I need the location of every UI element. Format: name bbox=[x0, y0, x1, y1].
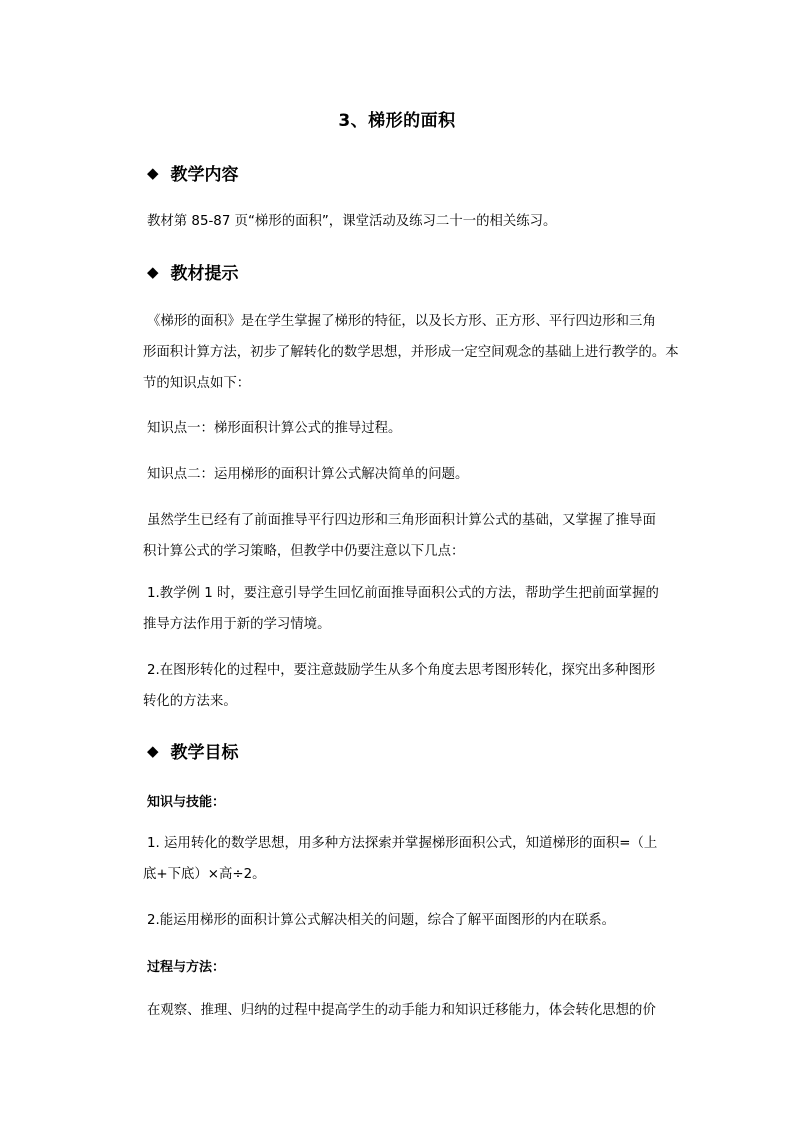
paragraph-line: 底+下底）×高÷2。 bbox=[143, 867, 266, 882]
paragraph-line: 形面积计算方法，初步了解转化的数学思想，并形成一定空间观念的基础上进行教学的。本 bbox=[143, 345, 679, 360]
paragraph-line: 1.教学例 1 时，要注意引导学生回忆前面推导面积公式的方法，帮助学生把前面掌握的 bbox=[147, 586, 659, 601]
section-heading-hints bbox=[147, 259, 239, 284]
teaching-note-2 bbox=[143, 655, 675, 717]
knowledge-point-1 bbox=[147, 413, 675, 444]
paragraph-line: 虽然学生已经有了前面推导平行四边形和三角形面积计算公式的基础，又掌握了推导面 bbox=[147, 513, 656, 528]
paragraph-line: 1. 运用转化的数学思想，用多种方法探索并掌握梯形面积公式，知道梯形的面积=（上 bbox=[147, 836, 658, 851]
section-heading-goals bbox=[147, 738, 239, 763]
section-heading-label: 教材提示 bbox=[170, 264, 239, 284]
section-heading-label: 教学内容 bbox=[170, 165, 239, 185]
paragraph-line: 《梯形的面积》是在学生掌握了梯形的特征，以及长方形、正方形、平行四边形和三角 bbox=[147, 314, 656, 329]
hints-paragraph-1 bbox=[143, 306, 679, 399]
goal-3 bbox=[147, 995, 675, 1026]
goal-1 bbox=[143, 828, 675, 890]
content-paragraph bbox=[147, 206, 675, 237]
paragraph-line: 推导方法作用于新的学习情境。 bbox=[143, 617, 331, 632]
paragraph-line: 节的知识点如下： bbox=[143, 376, 251, 391]
knowledge-point-2 bbox=[147, 459, 675, 490]
paragraph-line: 知识点二：运用梯形的面积计算公式解决简单的问题。 bbox=[147, 467, 469, 482]
goal-2 bbox=[147, 905, 675, 936]
paragraph-line: 知识点一：梯形面积计算公式的推导过程。 bbox=[147, 421, 402, 436]
paragraph-line: 2.能运用梯形的面积计算公式解决相关的问题，综合了解平面图形的内在联系。 bbox=[147, 913, 616, 928]
diamond-bullet-icon: ◆ bbox=[147, 741, 159, 760]
section-heading-content bbox=[147, 160, 239, 185]
paragraph-line: 教材第 85-87 页“梯形的面积”，课堂活动及练习二十一的相关练习。 bbox=[147, 214, 557, 229]
hints-paragraph-2 bbox=[143, 505, 675, 567]
subheading-process-method: 过程与方法： bbox=[147, 960, 226, 975]
paragraph-line: 2.在图形转化的过程中，要注意鼓励学生从多个角度去思考图形转化，探究出多种图形 bbox=[147, 663, 656, 678]
paragraph-line: 积计算公式的学习策略，但教学中仍要注意以下几点： bbox=[143, 544, 465, 559]
document-title: 3、梯形的面积 bbox=[338, 111, 456, 131]
diamond-bullet-icon: ◆ bbox=[147, 262, 159, 281]
subheading-knowledge-skills: 知识与技能： bbox=[147, 795, 226, 810]
paragraph-line: 转化的方法来。 bbox=[143, 694, 237, 709]
section-heading-label: 教学目标 bbox=[170, 743, 239, 763]
paragraph-line: 在观察、推理、归纳的过程中提高学生的动手能力和知识迁移能力，体会转化思想的价 bbox=[147, 1003, 656, 1018]
diamond-bullet-icon: ◆ bbox=[147, 163, 159, 182]
teaching-note-1 bbox=[143, 578, 675, 640]
